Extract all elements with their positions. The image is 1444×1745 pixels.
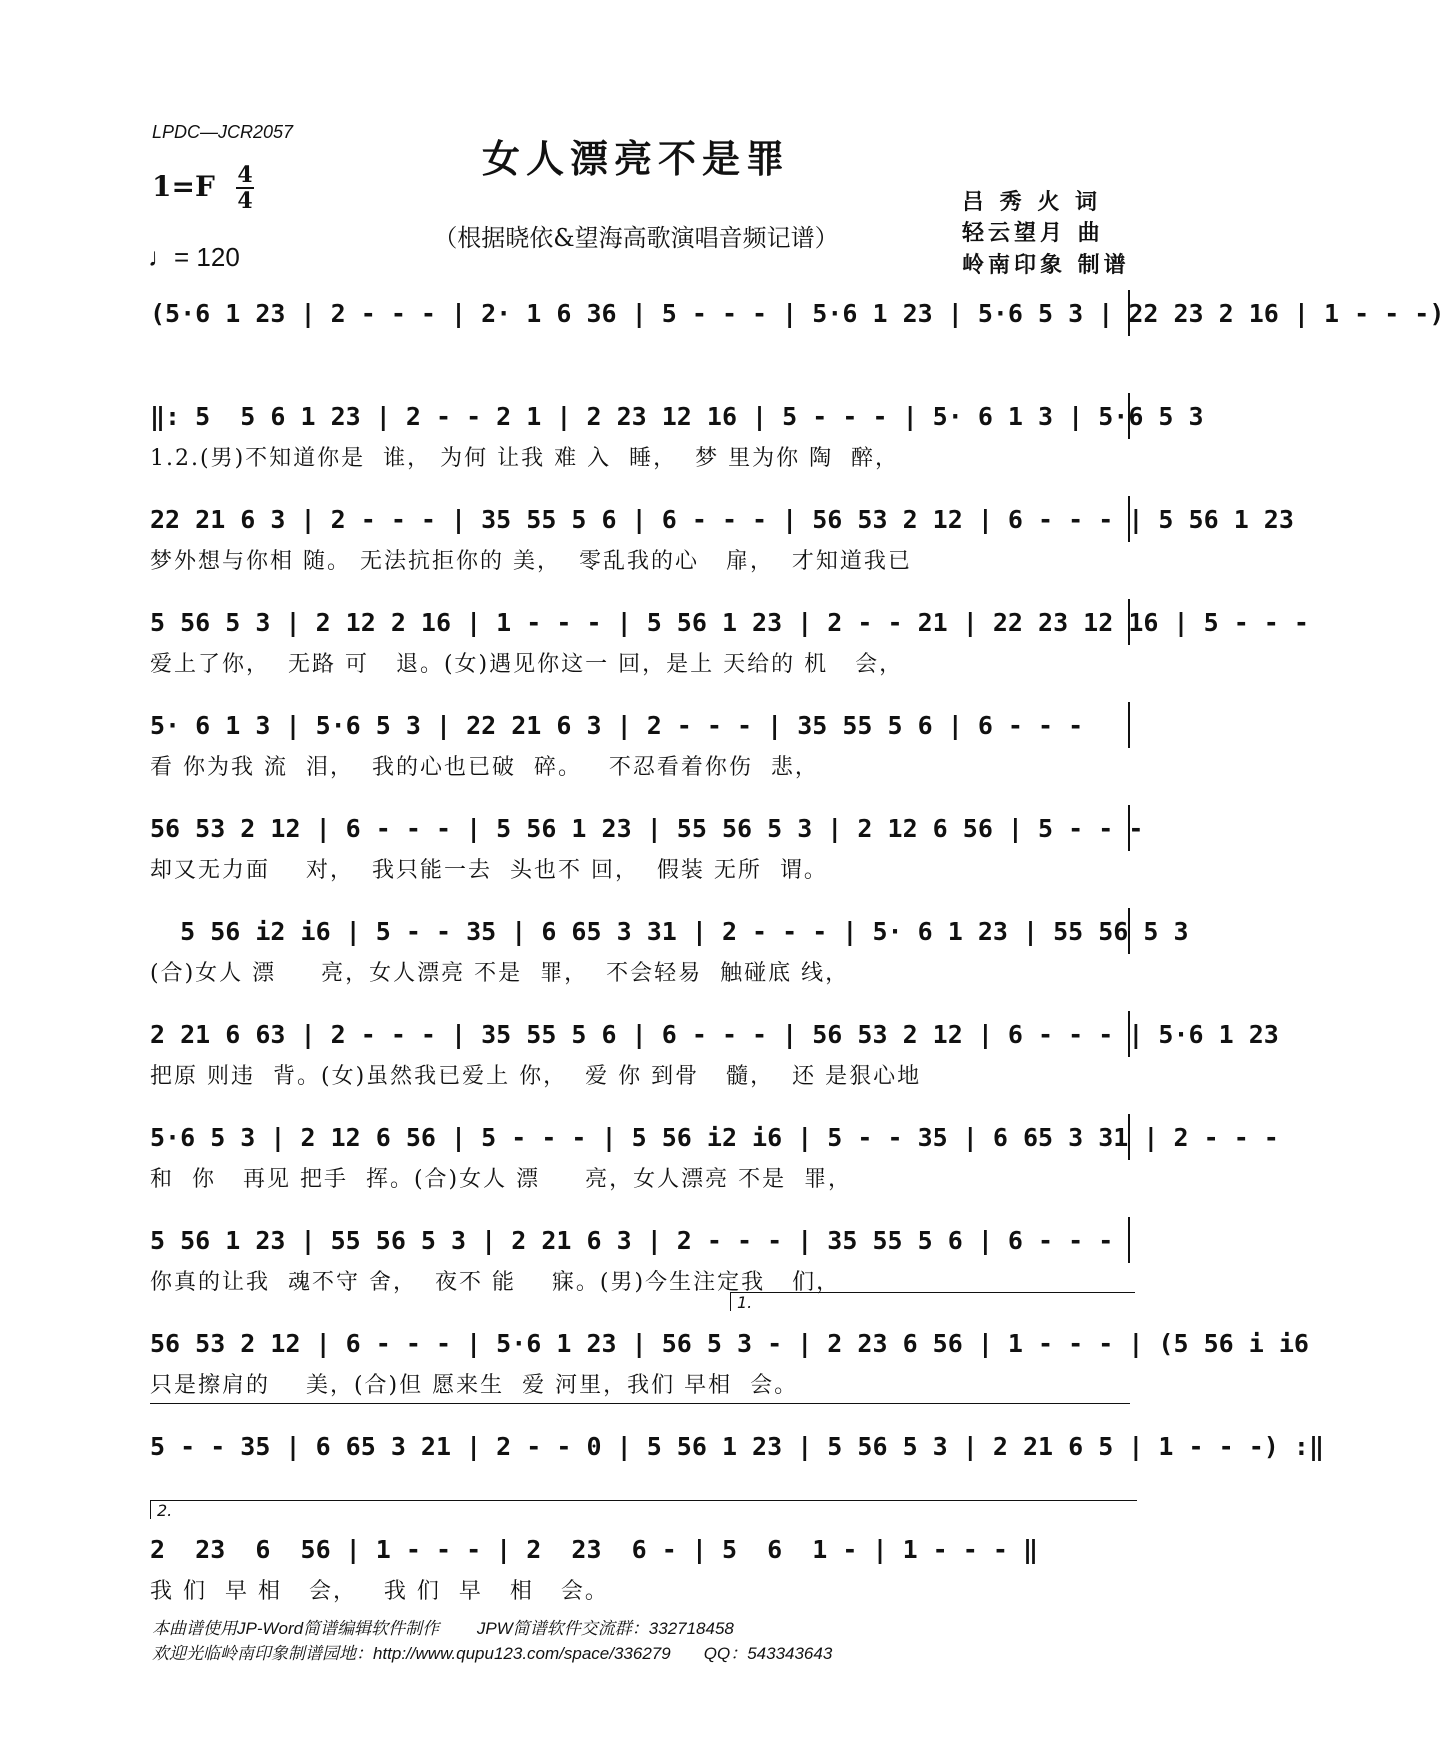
notation-line: 22 21 6 3 | 2 - - - | 35 55 5 6 | 6 - - - | 56 53 2 12 | 6 - - - | 5 56 1 23 bbox=[150, 496, 1130, 542]
footer-software-note: 本曲谱使用JP-Word简谱编辑软件制作 JPW简谱软件交流群：332718458 bbox=[152, 1619, 734, 1638]
score-system bbox=[150, 599, 1309, 702]
notation-line: 5 56 1 23 | 55 56 5 3 | 2 21 6 3 | 2 - - - | 35 55 5 6 | 6 - - - bbox=[150, 1217, 1130, 1263]
score-system bbox=[150, 805, 1144, 908]
score-system bbox=[150, 702, 1130, 805]
song-title: 女人漂亮不是罪 bbox=[481, 136, 790, 181]
notation-line: 5·6 5 3 | 2 12 6 56 | 5 - - - | 5 56 i2 i6 | 5 - - 35 | 6 65 3 31 | 2 - - - bbox=[150, 1114, 1130, 1160]
lyric-line: 1.2.(男)不知道你是 谁， 为何 让我 难 入 睡， 梦 里为你 陶 醉， bbox=[150, 446, 900, 471]
lyricist-credit: 吕 秀 火 词 bbox=[962, 189, 1101, 215]
ending-bracket-line bbox=[150, 1403, 1130, 1404]
score-system bbox=[150, 496, 1294, 599]
lyric-line: 把原 则违 背。(女)虽然我已爱上 你， 爱 你 到骨 髓， 还 是狠心地 bbox=[150, 1064, 922, 1089]
score-body bbox=[150, 290, 1444, 1629]
score-system bbox=[150, 1320, 1309, 1423]
subtitle: （根据晓依&望海高歌演唱音频记谱） bbox=[433, 224, 839, 252]
notation-line: 5 - - 35 | 6 65 3 21 | 2 - - 0 | 5 56 1 23 | 5 56 5 3 | 2 21 6 5 | 1 - - -) :‖ bbox=[150, 1431, 1324, 1461]
score-system bbox=[150, 908, 1189, 1011]
key-signature: 1=F bbox=[152, 170, 215, 203]
notation-line: 2 21 6 63 | 2 - - - | 35 55 5 6 | 6 - - - | 56 53 2 12 | 6 - - - | 5·6 1 23 bbox=[150, 1011, 1130, 1057]
time-signature-top: 4 bbox=[237, 162, 253, 188]
footer-website-note: 欢迎光临岭南印象制谱园地：http://www.qupu123.com/space/336279 QQ：543343643 bbox=[152, 1644, 833, 1663]
notation-line: 2 23 6 56 | 1 - - - | 2 23 6 - | 5 6 1 - | 1 - - - ‖ bbox=[150, 1534, 1039, 1564]
notation-line: (5·6 1 23 | 2 - - - | 2· 1 6 36 | 5 - - - | 5·6 1 23 | 5·6 5 3 | 22 23 2 16 | 1 - - -) bbox=[150, 290, 1130, 336]
notation-line: 56 53 2 12 | 6 - - - | 5 56 1 23 | 55 56 5 3 | 2 12 6 56 | 5 - - - bbox=[150, 805, 1130, 851]
score-system bbox=[150, 1114, 1279, 1217]
notation-line: 56 53 2 12 | 6 - - - | 5·6 1 23 | 56 5 3 - | 2 23 6 56 | 1 - - - | (5 56 i i6 bbox=[150, 1328, 1309, 1358]
score-system bbox=[150, 290, 1444, 393]
lyric-line: (合)女人 漂 亮，女人漂亮 不是 罪， 不会轻易 触碰底 线， bbox=[150, 961, 850, 986]
lyric-line: 和 你 再见 把手 挥。(合)女人 漂 亮，女人漂亮 不是 罪， bbox=[150, 1167, 853, 1192]
time-signature bbox=[236, 164, 254, 212]
lyric-line: 却又无力面 对， 我只能一去 头也不 回， 假装 无所 谓。 bbox=[150, 858, 828, 883]
notation-line: 5 56 5 3 | 2 12 2 16 | 1 - - - | 5 56 1 23 | 2 - - 21 | 22 23 12 16 | 5 - - - bbox=[150, 599, 1130, 645]
notation-line: 5 56 i2 i6 | 5 - - 35 | 6 65 3 31 | 2 - - - | 5· 6 1 23 | 55 56 5 3 bbox=[150, 908, 1130, 954]
score-system bbox=[150, 393, 1204, 496]
second-ending-bracket: 2. bbox=[150, 1500, 1137, 1519]
first-ending-bracket: 1. bbox=[730, 1292, 1135, 1311]
score-code: LPDC—JCR2057 bbox=[152, 122, 294, 142]
score-system bbox=[150, 1011, 1279, 1114]
tempo-marking: ♩= 120 bbox=[148, 242, 240, 272]
lyric-line: 看 你为我 流 泪， 我的心也已破 碎。 不忍看着你伤 悲， bbox=[150, 755, 819, 780]
notation-line: 5· 6 1 3 | 5·6 5 3 | 22 21 6 3 | 2 - - - | 35 55 5 6 | 6 - - - bbox=[150, 702, 1130, 748]
lyric-line: 你真的让我 魂不守 舍， 夜不 能 寐。(男)今生注定我 们， bbox=[150, 1270, 841, 1295]
lyric-line bbox=[150, 336, 1130, 376]
time-signature-bottom: 4 bbox=[237, 188, 253, 214]
lyric-line: 梦外想与你相 随。 无法抗拒你的 美， 零乱我的心 扉， 才知道我已 bbox=[150, 549, 912, 574]
arranger-credit: 岭南印象 制谱 bbox=[962, 252, 1130, 278]
notation-line: ‖: 5 5 6 1 23 | 2 - - 2 1 | 2 23 12 16 | 5 - - - | 5· 6 1 3 | 5·6 5 3 bbox=[150, 393, 1130, 439]
lyric-line: 我 们 早 相 会， 我 们 早 相 会。 bbox=[150, 1579, 609, 1604]
composer-credit: 轻云望月 曲 bbox=[962, 220, 1104, 246]
lyric-line: 爱上了你， 无路 可 退。(女)遇见你这一 回，是上 天给的 机 会， bbox=[150, 652, 904, 677]
lyric-line: 只是擦肩的 美，(合)但 愿来生 爱 河里，我们 早相 会。 bbox=[150, 1373, 799, 1398]
